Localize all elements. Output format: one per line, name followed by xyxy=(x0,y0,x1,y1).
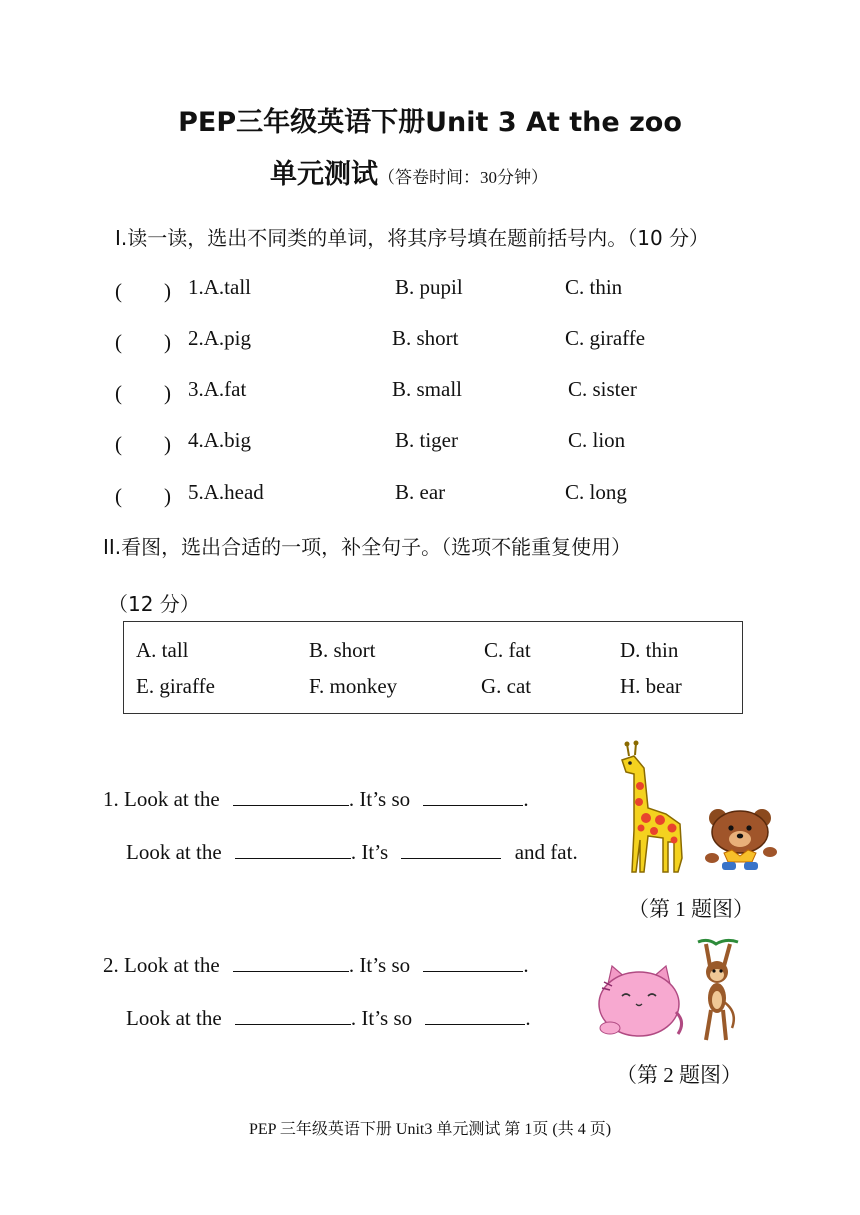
q2-option-c: C. giraffe xyxy=(565,326,646,350)
q1-blank-2[interactable] xyxy=(423,787,523,806)
q1-line2-mid: . It’s xyxy=(350,840,389,864)
q1-option-b: B. pupil xyxy=(395,275,463,299)
q2-line1-prefix: 2. Look at the xyxy=(103,953,220,977)
q2-blank-2[interactable] xyxy=(423,953,523,972)
q2-line2-mid: . It’s so xyxy=(350,1006,413,1030)
option-d: D. thin xyxy=(620,638,679,662)
q1-blank-1[interactable] xyxy=(233,787,349,806)
q1-line1-prefix: 1. Look at the xyxy=(103,787,220,811)
q3-option-a: 3.A.fat xyxy=(188,377,247,401)
q3-paren[interactable]: ( ) xyxy=(115,381,171,405)
page-subtitle xyxy=(270,152,548,191)
q2-caption: （第 2 题图） xyxy=(616,1063,742,1087)
q1-line2-end: and fat. xyxy=(514,840,578,864)
q5-paren[interactable]: ( ) xyxy=(115,484,171,508)
q3-option-c: C. sister xyxy=(568,377,637,401)
section2-heading: II.看图，选出合适的一项，补全句子。（选项不能重复使用） xyxy=(103,535,632,559)
q4-option-c: C. lion xyxy=(568,428,626,452)
q2-line2 xyxy=(126,1006,531,1031)
q1-line1 xyxy=(103,787,529,812)
q1-line1-end: . xyxy=(523,787,529,811)
q5-option-c: C. long xyxy=(565,480,627,504)
option-g: G. cat xyxy=(481,674,532,698)
bear-image xyxy=(702,806,782,872)
q2-paren[interactable]: ( ) xyxy=(115,330,171,354)
q4-option-b: B. tiger xyxy=(395,428,458,452)
option-b: B. short xyxy=(309,638,376,662)
q2-blank-4[interactable] xyxy=(425,1006,525,1025)
subtitle-note: （答卷时间：30分钟） xyxy=(378,168,548,187)
cat-image xyxy=(590,962,688,1042)
q1-caption: （第 1 题图） xyxy=(628,897,754,921)
option-c: C. fat xyxy=(484,638,531,662)
q1-option-a: 1.A.tall xyxy=(188,275,251,299)
page-footer: PEP 三年级英语下册 Unit3 单元测试 第 1页 (共 4 页) xyxy=(248,1121,612,1138)
q2-blank-3[interactable] xyxy=(235,1006,351,1025)
q1-option-c: C. thin xyxy=(565,275,623,299)
q1-blank-4[interactable] xyxy=(401,840,501,859)
q2-line2-end: . xyxy=(525,1006,531,1030)
q2-line1-end: . xyxy=(523,953,529,977)
q2-line2-prefix: Look at the xyxy=(126,1006,222,1030)
option-f: F. monkey xyxy=(309,674,398,698)
q5-option-a: 5.A.head xyxy=(188,480,264,504)
giraffe-image xyxy=(608,738,698,878)
q1-line2 xyxy=(126,840,578,865)
q2-line1 xyxy=(103,953,529,978)
q2-option-b: B. short xyxy=(392,326,459,350)
options-box xyxy=(123,621,743,714)
q5-option-b: B. ear xyxy=(395,480,446,504)
subtitle-text: 单元测试 xyxy=(270,159,378,190)
q1-blank-3[interactable] xyxy=(235,840,351,859)
q1-line1-mid: . It’s so xyxy=(348,787,411,811)
section2-points: （12 分） xyxy=(108,592,200,616)
q2-option-a: 2.A.pig xyxy=(188,326,251,350)
q4-paren[interactable]: ( ) xyxy=(115,432,171,456)
q4-option-a: 4.A.big xyxy=(188,428,251,452)
q1-paren[interactable]: ( ) xyxy=(115,279,171,303)
section1-heading: I.读一读，选出不同类的单词，将其序号填在题前括号内。（10 分） xyxy=(115,226,710,250)
page-title: PEP三年级英语下册Unit 3 At the zoo xyxy=(178,107,682,138)
q2-blank-1[interactable] xyxy=(233,953,349,972)
monkey-image xyxy=(694,936,742,1048)
q3-option-b: B. small xyxy=(392,377,463,401)
q1-line2-prefix: Look at the xyxy=(126,840,222,864)
option-h: H. bear xyxy=(620,674,682,698)
option-a: A. tall xyxy=(136,638,189,662)
option-e: E. giraffe xyxy=(136,674,215,698)
q2-line1-mid: . It’s so xyxy=(348,953,411,977)
